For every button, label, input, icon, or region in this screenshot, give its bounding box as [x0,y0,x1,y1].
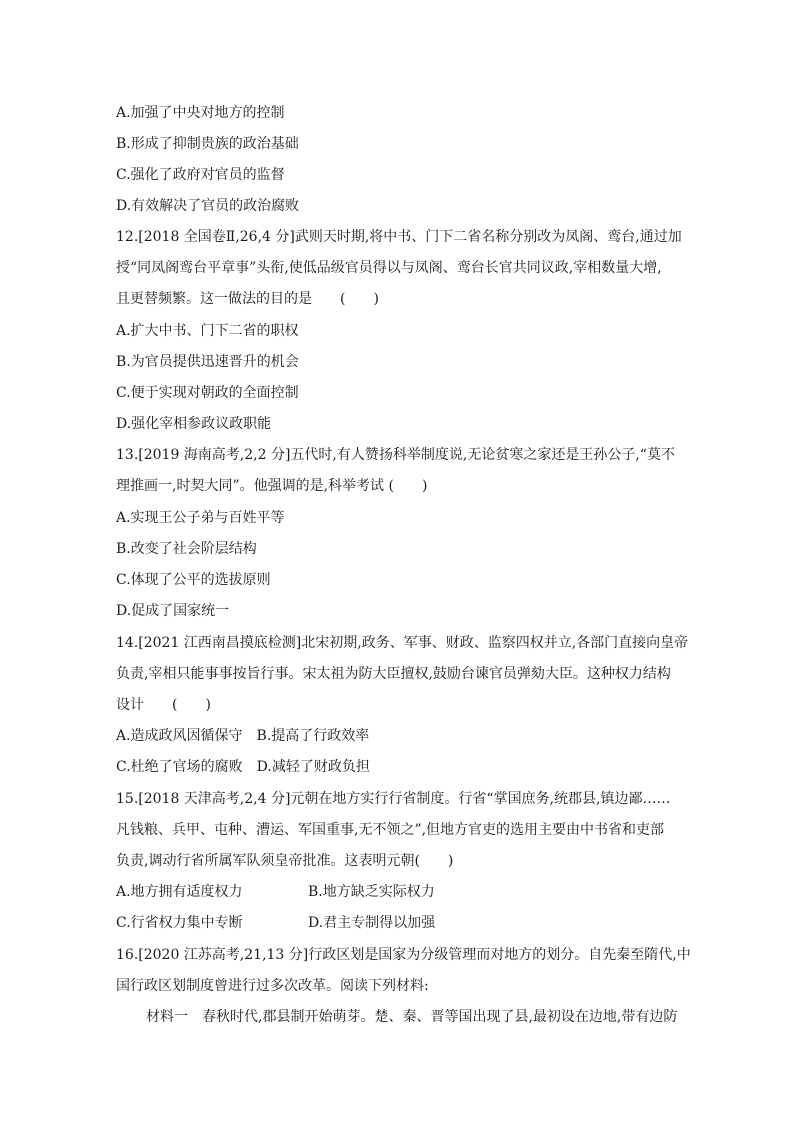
q13-stem-line1: 13.[2019 海南高考,2,2 分]五代时,有人赞扬科举制度说,无论贫寒之家还是王孙公子,“莫不 [116,447,675,463]
q12-stem-line2: 授“同凤阁鸾台平章事”头衔,使低品级官员得以与凤阁、鸾台长官共同议政,宰相数量大增, [116,260,662,276]
q14-options-ab: A.造成政风因循保守 B.提高了行政效率 [116,728,370,744]
q14-stem-line3: 设计 ( ) [116,697,211,713]
q13-stem-line2: 理推画一,时契大同”。他强调的是,科举考试 ( ) [116,478,428,494]
q15-option-b: B.地方缺乏实际权力 [308,884,435,900]
q15-options-row2 [116,914,686,932]
q12-stem-line3: 且更替频繁。这一做法的目的是 ( ) [116,291,379,307]
q15-option-d: D.君主专制得以加强 [308,915,436,931]
q12-option-c: C.便于实现对朝政的全面控制 [116,385,299,401]
q11-option-a: A.加强了中央对地方的控制 [116,105,285,121]
q15-options-row1 [116,883,686,901]
q15-option-a: A.地方拥有适度权力 [116,884,243,900]
q13-option-a: A.实现王公子弟与百姓平等 [116,510,285,526]
q11-option-b: B.形成了抑制贵族的政治基础 [116,136,299,152]
q12-option-b: B.为官员提供迅速晋升的机会 [116,354,299,370]
q15-stem-line2: 凡钱粮、兵甲、屯种、漕运、军国重事,无不领之”,但地方官吏的选用主要由中书省和吏部 [116,822,665,838]
q16-stem-line1: 16.[2020 江苏高考,21,13 分]行政区划是国家为分级管理而对地方的划分。自先秦至隋代,中 [116,947,691,963]
q12-option-a: A.扩大中书、门下二省的职权 [116,323,299,339]
q13-option-b: B.改变了社会阶层结构 [116,541,257,557]
q14-stem-line2: 负责,宰相只能事事按旨行事。宋太祖为防大臣擅权,鼓励台谏官员弹劾大臣。这种权力结构 [116,666,671,682]
q16-stem-line2: 国行政区划制度曾进行过多次改革。阅读下列材料: [116,978,429,994]
q15-stem-line3: 负责,调动行省所属军队须皇帝批准。这表明元朝( ) [116,853,454,869]
q11-option-c: C.强化了政府对官员的监督 [116,167,285,183]
q16-material1: 材料一 春秋时代,郡县制开始萌芽。楚、秦、晋等国出现了县,最初设在边地,带有边防 [146,1009,678,1025]
q11-option-d: D.有效解决了官员的政治腐败 [116,198,300,214]
q15-option-c: C.行省权力集中专断 [116,915,243,931]
q12-option-d: D.强化宰相参政议政职能 [116,416,272,432]
q13-option-d: D.促成了国家统一 [116,603,230,619]
q14-options-cd: C.杜绝了官场的腐败 D.减轻了财政负担 [116,759,370,775]
q15-stem-line1: 15.[2018 天津高考,2,4 分]元朝在地方实行行省制度。行省“掌国庶务,统郡县,镇边鄙…… [116,791,671,807]
q12-stem-line1: 12.[2018 全国卷Ⅱ,26,4 分]武则天时期,将中书、门下二省名称分别改为凤阁、鸾台,通过加 [116,229,682,245]
q14-stem-line1: 14.[2021 江西南昌摸底检测]北宋初期,政务、军事、财政、监察四权并立,各部门直接向皇帝 [116,635,689,651]
q13-option-c: C.体现了公平的选拔原则 [116,572,271,588]
